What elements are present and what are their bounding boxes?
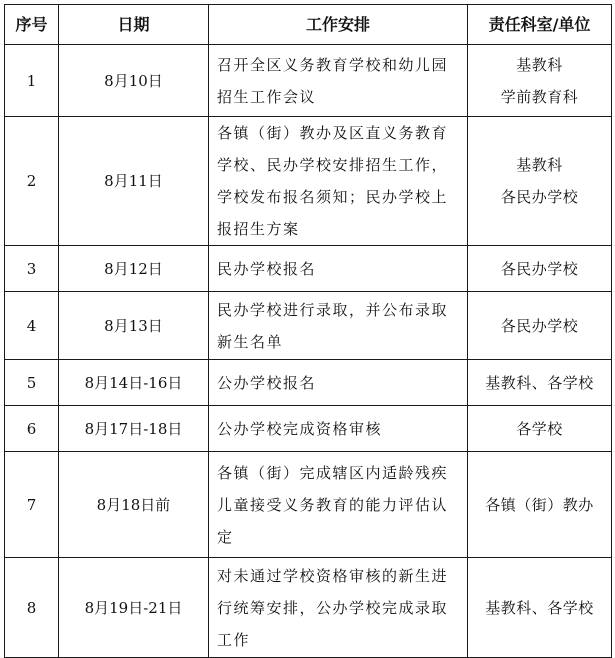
dept-line: 基教科、各学校 [485,598,594,617]
schedule-table [4,4,612,658]
row-number: 2 [5,117,59,246]
row-work: 民办学校报名 [209,246,468,292]
table-row [5,246,612,292]
dept-line: 各镇（街）教办 [485,495,594,514]
dept-line: 各民办学校 [500,316,579,335]
row-dept [468,117,612,246]
table-row [5,292,612,360]
row-work: 各镇（街）完成辖区内适龄残疾儿童接受义务教育的能力评估认定 [209,452,468,558]
row-date: 8月13日 [59,292,209,360]
row-number: 1 [5,45,59,117]
row-number: 4 [5,292,59,360]
row-number: 5 [5,360,59,406]
header-dept: 责任科室/单位 [468,5,612,45]
table-row [5,45,612,117]
dept-line: 基教科 [516,156,563,174]
row-dept [468,292,612,360]
dept-line: 学前教育科 [500,87,579,106]
row-dept [468,558,612,658]
row-number: 7 [5,452,59,558]
row-number: 6 [5,406,59,452]
row-work: 召开全区义务教育学校和幼儿园招生工作会议 [209,45,468,117]
dept-line: 各民办学校 [500,188,579,206]
dept-line: 各学校 [516,419,563,438]
header-no: 序号 [5,5,59,45]
table-row [5,117,612,246]
row-number: 8 [5,558,59,658]
row-work: 公办学校报名 [209,360,468,406]
row-date: 8月19日-21日 [59,558,209,658]
row-work: 对未通过学校资格审核的新生进行统筹安排，公办学校完成录取工作 [209,558,468,658]
row-dept [468,246,612,292]
row-date: 8月10日 [59,45,209,117]
row-number: 3 [5,246,59,292]
row-date: 8月17日-18日 [59,406,209,452]
row-date: 8月11日 [59,117,209,246]
dept-line: 各民办学校 [500,259,579,278]
table-row [5,452,612,558]
row-work: 公办学校完成资格审核 [209,406,468,452]
row-dept [468,452,612,558]
table-row [5,360,612,406]
dept-line: 基教科 [516,55,563,74]
row-dept [468,360,612,406]
header-date: 日期 [59,5,209,45]
header-row [5,5,612,45]
row-date: 8月12日 [59,246,209,292]
table-row [5,406,612,452]
header-work: 工作安排 [209,5,468,45]
row-work: 各镇（街）教办及区直义务教育学校、民办学校安排招生工作，学校发布报名须知；民办学校上报招生方案 [209,117,468,246]
row-work: 民办学校进行录取，并公布录取新生名单 [209,292,468,360]
dept-line: 基教科、各学校 [485,373,594,392]
row-date: 8月14日-16日 [59,360,209,406]
row-dept [468,406,612,452]
table-row [5,558,612,658]
row-dept [468,45,612,117]
row-date: 8月18日前 [59,452,209,558]
